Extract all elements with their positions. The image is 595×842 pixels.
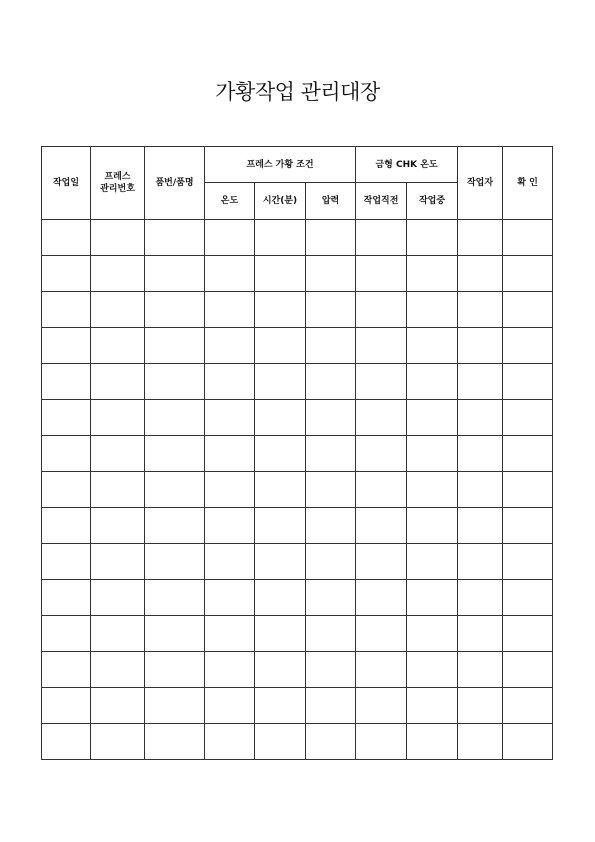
cell-work-date[interactable] [42,580,91,616]
cell-worker[interactable] [458,472,503,508]
cell-during-work[interactable] [407,580,458,616]
cell-temperature[interactable] [205,724,255,760]
header-pressure: 압력 [306,183,356,220]
cell-part-no[interactable] [145,220,205,256]
cell-press-no[interactable] [91,652,145,688]
cell-pressure[interactable] [306,292,356,328]
cell-pressure[interactable] [306,508,356,544]
header-worker: 작업자 [458,147,503,220]
cell-during-work[interactable] [407,220,458,256]
cell-before-work[interactable] [356,616,407,652]
cell-worker[interactable] [458,616,503,652]
cell-temperature[interactable] [205,220,255,256]
cell-time[interactable] [255,400,306,436]
cell-work-date[interactable] [42,688,91,724]
cell-time[interactable] [255,580,306,616]
cell-during-work[interactable] [407,724,458,760]
cell-confirm[interactable] [503,328,553,364]
cell-press-no[interactable] [91,436,145,472]
cell-work-date[interactable] [42,472,91,508]
cell-pressure[interactable] [306,328,356,364]
cell-during-work[interactable] [407,436,458,472]
cell-temperature[interactable] [205,256,255,292]
cell-time[interactable] [255,256,306,292]
cell-pressure[interactable] [306,220,356,256]
cell-work-date[interactable] [42,220,91,256]
cell-part-no[interactable] [145,508,205,544]
cell-before-work[interactable] [356,652,407,688]
cell-part-no[interactable] [145,472,205,508]
cell-worker[interactable] [458,364,503,400]
cell-confirm[interactable] [503,580,553,616]
cell-press-no[interactable] [91,400,145,436]
cell-confirm[interactable] [503,364,553,400]
cell-time[interactable] [255,724,306,760]
vulcanization-ledger-table [41,146,553,760]
cell-during-work[interactable] [407,508,458,544]
cell-during-work[interactable] [407,688,458,724]
cell-time[interactable] [255,544,306,580]
cell-before-work[interactable] [356,400,407,436]
cell-work-date[interactable] [42,724,91,760]
header-temperature: 온도 [205,183,255,220]
cell-temperature[interactable] [205,688,255,724]
cell-during-work[interactable] [407,472,458,508]
cell-part-no[interactable] [145,724,205,760]
header-part-no: 품번/품명 [145,147,205,220]
cell-confirm[interactable] [503,436,553,472]
cell-press-no[interactable] [91,580,145,616]
cell-confirm[interactable] [503,652,553,688]
cell-worker[interactable] [458,688,503,724]
cell-pressure[interactable] [306,364,356,400]
cell-time[interactable] [255,688,306,724]
table-row [42,652,553,688]
cell-before-work[interactable] [356,328,407,364]
cell-work-date[interactable] [42,544,91,580]
cell-time[interactable] [255,328,306,364]
cell-confirm[interactable] [503,688,553,724]
header-row-1 [42,147,553,183]
cell-worker[interactable] [458,724,503,760]
cell-confirm[interactable] [503,256,553,292]
header-press-conditions: 프레스 가황 조건 [205,147,356,183]
cell-part-no[interactable] [145,616,205,652]
cell-temperature[interactable] [205,616,255,652]
cell-pressure[interactable] [306,256,356,292]
cell-before-work[interactable] [356,292,407,328]
cell-during-work[interactable] [407,400,458,436]
cell-part-no[interactable] [145,688,205,724]
table-row [42,544,553,580]
cell-before-work[interactable] [356,580,407,616]
cell-part-no[interactable] [145,652,205,688]
cell-press-no[interactable] [91,544,145,580]
cell-work-date[interactable] [42,256,91,292]
cell-pressure[interactable] [306,400,356,436]
table-row [42,436,553,472]
cell-press-no[interactable] [91,364,145,400]
cell-temperature[interactable] [205,400,255,436]
page-title: 가황작업 관리대장 [215,80,380,104]
cell-confirm[interactable] [503,508,553,544]
cell-work-date[interactable] [42,436,91,472]
cell-time[interactable] [255,220,306,256]
table-row [42,220,553,256]
cell-work-date[interactable] [42,292,91,328]
cell-pressure[interactable] [306,616,356,652]
cell-pressure[interactable] [306,472,356,508]
cell-before-work[interactable] [356,256,407,292]
cell-work-date[interactable] [42,328,91,364]
cell-during-work[interactable] [407,328,458,364]
cell-confirm[interactable] [503,400,553,436]
table-row [42,292,553,328]
cell-pressure[interactable] [306,652,356,688]
table-row [42,508,553,544]
cell-before-work[interactable] [356,364,407,400]
cell-time[interactable] [255,364,306,400]
cell-pressure[interactable] [306,688,356,724]
cell-worker[interactable] [458,220,503,256]
cell-temperature[interactable] [205,544,255,580]
cell-pressure[interactable] [306,436,356,472]
cell-pressure[interactable] [306,580,356,616]
cell-part-no[interactable] [145,580,205,616]
cell-during-work[interactable] [407,256,458,292]
cell-press-no[interactable] [91,508,145,544]
cell-confirm[interactable] [503,292,553,328]
cell-part-no[interactable] [145,400,205,436]
cell-temperature[interactable] [205,364,255,400]
cell-press-no[interactable] [91,616,145,652]
cell-worker[interactable] [458,328,503,364]
cell-confirm[interactable] [503,544,553,580]
cell-time[interactable] [255,436,306,472]
table-row [42,400,553,436]
cell-part-no[interactable] [145,436,205,472]
cell-before-work[interactable] [356,436,407,472]
cell-press-no[interactable] [91,688,145,724]
cell-worker[interactable] [458,436,503,472]
table-row [42,688,553,724]
header-press-no-line1: 프레스 [104,172,131,182]
cell-part-no[interactable] [145,544,205,580]
table-row [42,616,553,652]
cell-time[interactable] [255,616,306,652]
cell-before-work[interactable] [356,220,407,256]
cell-before-work[interactable] [356,472,407,508]
cell-during-work[interactable] [407,292,458,328]
cell-confirm[interactable] [503,616,553,652]
cell-time[interactable] [255,652,306,688]
cell-pressure[interactable] [306,724,356,760]
cell-worker[interactable] [458,580,503,616]
cell-temperature[interactable] [205,580,255,616]
cell-pressure[interactable] [306,544,356,580]
cell-part-no[interactable] [145,328,205,364]
cell-work-date[interactable] [42,652,91,688]
header-press-no [91,147,145,220]
header-time: 시간(분) [255,183,306,220]
cell-worker[interactable] [458,544,503,580]
cell-press-no[interactable] [91,292,145,328]
cell-temperature[interactable] [205,508,255,544]
cell-time[interactable] [255,292,306,328]
cell-temperature[interactable] [205,292,255,328]
cell-during-work[interactable] [407,652,458,688]
cell-part-no[interactable] [145,364,205,400]
cell-worker[interactable] [458,508,503,544]
cell-press-no[interactable] [91,472,145,508]
header-confirm: 확 인 [503,147,553,220]
cell-press-no[interactable] [91,328,145,364]
cell-work-date[interactable] [42,400,91,436]
cell-during-work[interactable] [407,364,458,400]
cell-temperature[interactable] [205,328,255,364]
cell-press-no[interactable] [91,256,145,292]
header-before-work: 작업직전 [356,183,407,220]
cell-worker[interactable] [458,292,503,328]
cell-before-work[interactable] [356,544,407,580]
cell-confirm[interactable] [503,220,553,256]
cell-confirm[interactable] [503,724,553,760]
cell-part-no[interactable] [145,256,205,292]
header-mold-temp-group: 금형 CHK 온도 [356,147,458,183]
cell-temperature[interactable] [205,472,255,508]
cell-during-work[interactable] [407,544,458,580]
cell-during-work[interactable] [407,616,458,652]
cell-time[interactable] [255,472,306,508]
table-row [42,472,553,508]
table-row [42,364,553,400]
header-press-no-line2: 관리번호 [100,184,135,194]
cell-work-date[interactable] [42,616,91,652]
ledger-body [42,220,553,760]
cell-temperature[interactable] [205,436,255,472]
cell-press-no[interactable] [91,724,145,760]
cell-before-work[interactable] [356,724,407,760]
cell-before-work[interactable] [356,508,407,544]
cell-worker[interactable] [458,400,503,436]
cell-work-date[interactable] [42,364,91,400]
cell-confirm[interactable] [503,472,553,508]
cell-work-date[interactable] [42,508,91,544]
header-during-work: 작업중 [407,183,458,220]
table-row [42,724,553,760]
cell-before-work[interactable] [356,688,407,724]
cell-worker[interactable] [458,652,503,688]
cell-press-no[interactable] [91,220,145,256]
table-row [42,256,553,292]
cell-worker[interactable] [458,256,503,292]
table-row [42,580,553,616]
cell-part-no[interactable] [145,292,205,328]
header-work-date: 작업일 [42,147,91,220]
cell-time[interactable] [255,508,306,544]
table-row [42,328,553,364]
cell-temperature[interactable] [205,652,255,688]
